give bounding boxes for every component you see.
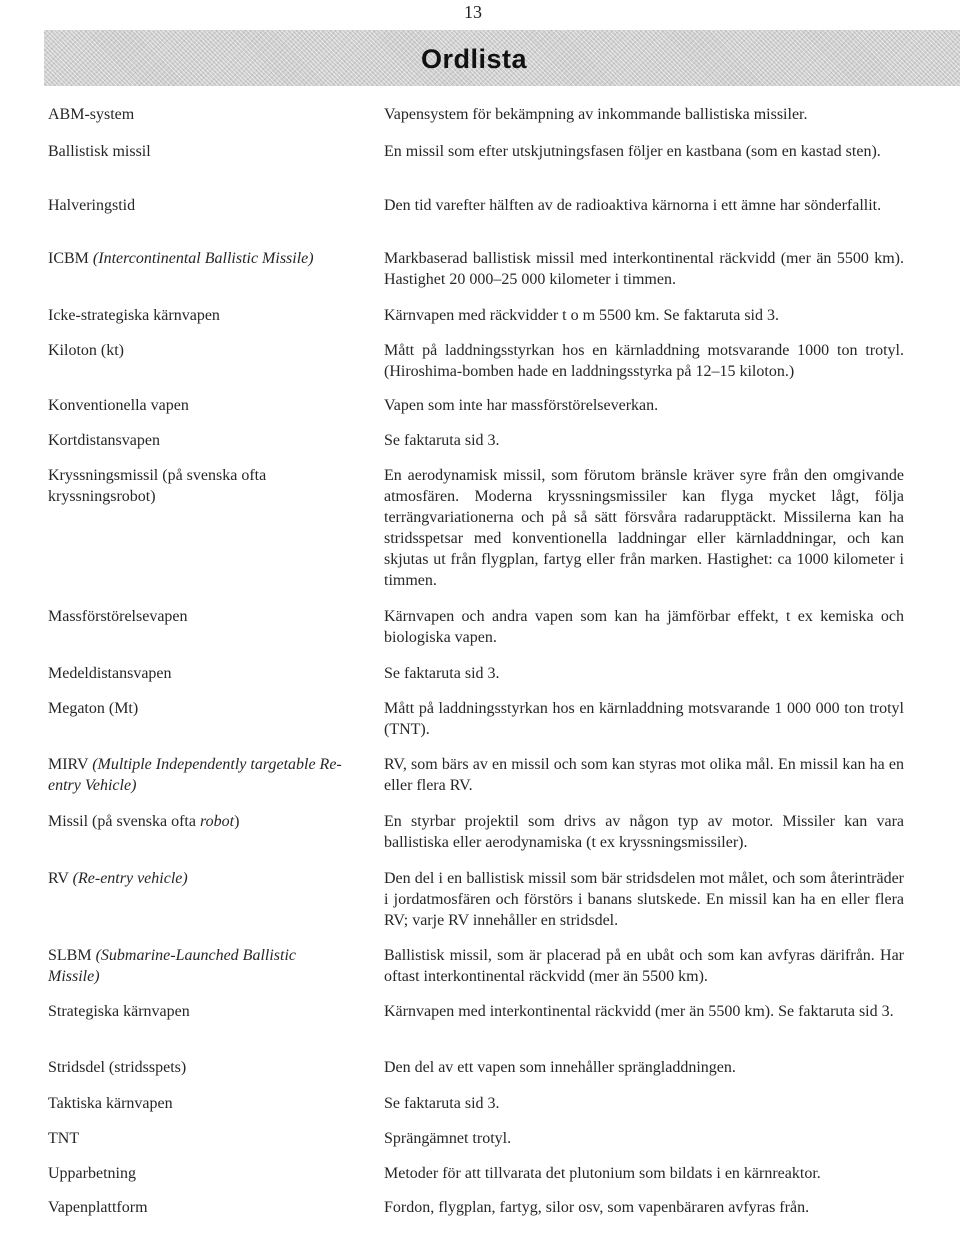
glossary-term: ICBM (Intercontinental Ballistic Missile) [48,250,314,267]
glossary-definition: Vapensystem för bekämpning av inkommande ballistiska missiler. [384,106,808,123]
glossary-term: Icke-strategiska kärnvapen [48,307,220,324]
glossary-definition: Kärnvapen med interkontinental räckvidd (mer än 5500 km). Se faktaruta sid 3. [384,1003,894,1020]
glossary-term: Medeldistansvapen [48,665,172,682]
glossary-definition: Metoder för att tillvarata det plutonium som bildats i en kärnreaktor. [384,1165,821,1182]
glossary-definition: En aerodynamisk missil, som förutom bränsle kräver syre från den omgivande atmosfären. Moderna kryssningsmissiler kan flyga mycket lågt, följa terrängvariationerna och på så sätt försvåra radarupptäckt. Missilerna kan ha stridsspetsar med konventionella laddningar eller kärnladdningar, och kan skjutas ut från flygplan, fartyg eller från marken. Hastighet: ca 1000 kilometer i timmen. [384,467,904,589]
glossary-term: Kiloton (kt) [48,342,124,359]
glossary-term: Halveringstid [48,197,136,214]
glossary-term: Megaton (Mt) [48,700,139,717]
glossary-term: ABM-system [48,106,135,123]
glossary-term: Upparbetning [48,1165,136,1182]
glossary-term: Konventionella vapen [48,397,189,414]
glossary-definition: Ballistisk missil, som är placerad på en ubåt och som kan avfyras därifrån. Har oftast interkontinental räckvidd (mer än 5500 km). [384,947,904,985]
glossary-definition: Den del i en ballistisk missil som bär stridsdelen mot målet, och som återinträder i jordatmosfären och förstörs i banans slutskede. En missil kan ha en eller flera RV; varje RV innehåller en stridsdel. [384,870,904,929]
glossary-term: Strategiska kärnvapen [48,1003,190,1020]
glossary-term: Massförstörelsevapen [48,608,188,625]
glossary-definition: Fordon, flygplan, fartyg, silor osv, som vapenbäraren avfyras från. [384,1199,810,1216]
glossary-definition: Mått på laddningsstyrkan hos en kärnladdning motsvarande 1 000 000 ton trotyl (TNT). [384,700,904,738]
glossary-definition: Vapen som inte har massförstörelseverkan. [384,397,659,414]
glossary-term: Stridsdel (stridsspets) [48,1059,187,1076]
glossary-term: SLBM (Submarine-Launched Ballistic Missile) [48,947,296,985]
glossary-definition: Kärnvapen med räckvidder t o m 5500 km. Se faktaruta sid 3. [384,307,779,324]
glossary-term: Kryssningsmissil (på svenska ofta kryssningsrobot) [48,467,267,505]
glossary-definition: Den del av ett vapen som innehåller sprängladdningen. [384,1059,736,1076]
glossary-definition: En missil som efter utskjutningsfasen följer en kastbana (som en kastad sten). [384,143,881,160]
glossary-definition: Se faktaruta sid 3. [384,432,500,449]
glossary-definition: Sprängämnet trotyl. [384,1130,512,1147]
page-title: Ordlista [420,44,528,74]
glossary-definition: Kärnvapen och andra vapen som kan ha jämförbar effekt, t ex kemiska och biologiska vapen. [384,608,904,646]
glossary-term: Taktiska kärnvapen [48,1095,173,1112]
glossary-definition: Se faktaruta sid 3. [384,665,500,682]
glossary-definition: En styrbar projektil som drivs av någon typ av motor. Missiler kan vara ballistiska eller aerodynamiska (t ex kryssningsmissiler). [384,813,904,851]
glossary-term: Missil (på svenska ofta robot) [48,813,240,830]
glossary-term: RV (Re-entry vehicle) [48,870,188,887]
glossary-term: Ballistisk missil [48,143,151,160]
glossary-definition: Markbaserad ballistisk missil med interkontinental räckvidd (mer än 5500 km). Hastighet 20 000–25 000 kilometer i timmen. [384,250,904,288]
glossary-term: Kortdistansvapen [48,432,160,449]
glossary-definition: RV, som bärs av en missil och som kan styras mot olika mål. En missil kan ha en eller flera RV. [384,756,904,794]
glossary-term: Vapenplattform [48,1199,148,1216]
glossary-definition: Se faktaruta sid 3. [384,1095,500,1112]
glossary-definition: Mått på laddningsstyrkan hos en kärnladdning motsvarande 1000 ton trotyl. (Hiroshima-bomben hade en laddningsstyrka på 12–15 kiloton.) [384,342,904,380]
page-number: 13 [464,2,482,22]
glossary-definition: Den tid varefter hälften av de radioaktiva kärnorna i ett ämne har sönderfallit. [384,197,882,214]
glossary-term: MIRV (Multiple Independently targetable Re-entry Vehicle) [48,756,342,794]
glossary-term: TNT [48,1130,80,1147]
